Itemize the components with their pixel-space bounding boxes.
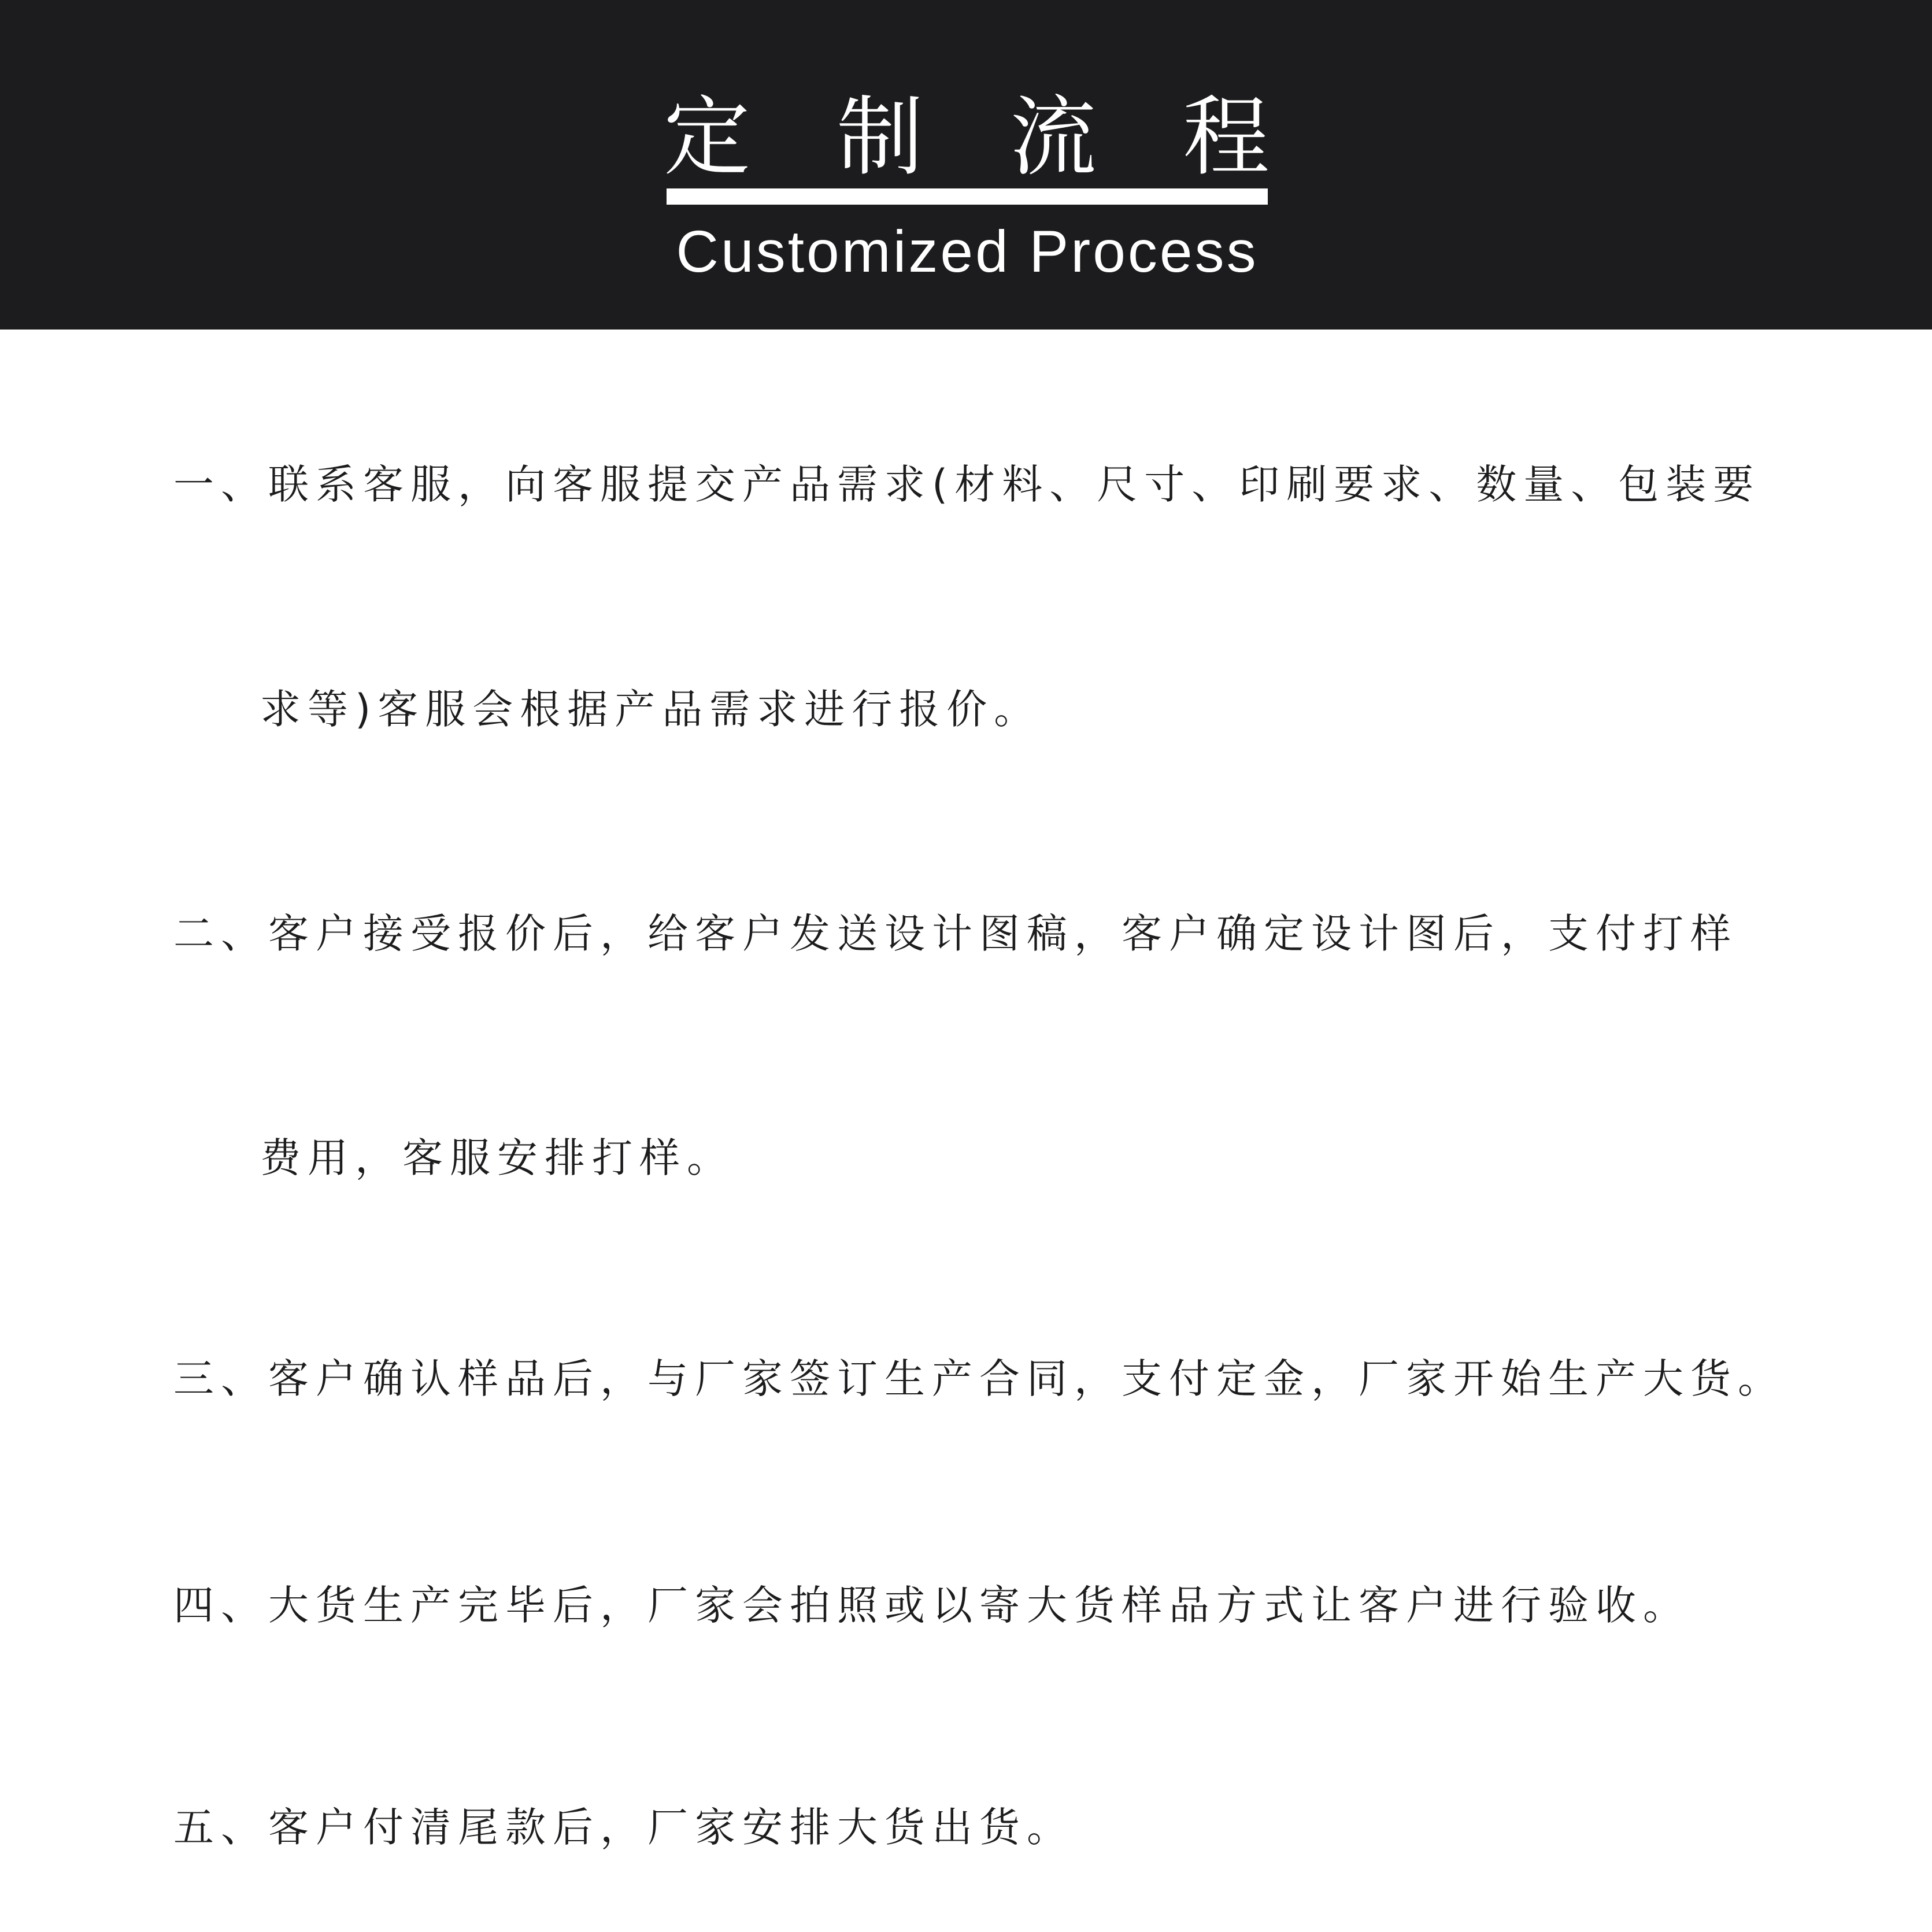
step-3-line-1: 三、客户确认样品后，与厂家签订生产合同，支付定金，厂家开始生产大货。	[173, 1355, 1785, 1402]
title-char: 制	[837, 87, 924, 188]
title-char: 定	[664, 87, 751, 188]
step-4-line-1: 四、大货生产完毕后，厂家会拍照或以寄大货样品方式让客户进行验收。	[173, 1582, 1690, 1629]
step-5-line-1: 五、客户付清尾款后，厂家安排大货出货。	[173, 1804, 1074, 1851]
step-2-line-2: 费用，客服安排打样。	[260, 1134, 734, 1182]
title-char: 程	[1182, 87, 1270, 188]
step-1-line-1: 一、联系客服，向客服提交产品需求(材料、尺寸、印刷要求、数量、包装要	[173, 461, 1761, 508]
page-subtitle: Customized Process	[676, 219, 1259, 284]
step-1-line-2: 求等)客服会根据产品需求进行报价。	[260, 686, 1042, 733]
title-char: 流	[1009, 87, 1097, 188]
step-2-line-1: 二、客户接受报价后，给客户发送设计图稿，客户确定设计图后，支付打样	[173, 910, 1738, 957]
